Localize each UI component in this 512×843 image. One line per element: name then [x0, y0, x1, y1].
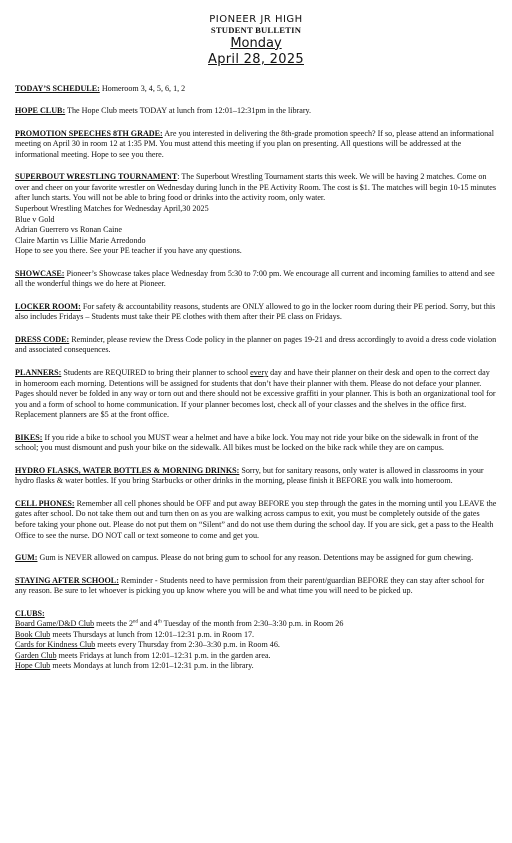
gum-heading: GUM:: [15, 553, 38, 563]
bulletin-header: [15, 15, 497, 66]
club-name: Garden Club: [15, 650, 57, 660]
wrestling-matches-title: Superbout Wrestling Matches for Wednesday April,30 2025: [15, 203, 209, 213]
wrestling-heading: SUPERBOUT WRESTLING TOURNAMENT: [15, 172, 178, 182]
hydro-heading: HYDRO FLASKS, WATER BOTTLES & MORNING DRINKS:: [15, 465, 240, 475]
hope-club-section: [15, 106, 497, 117]
dress-code-text: Reminder, please review the Dress Code policy in the planner on pages 19-21 and dress accordingly to avoid a dress code violation and associated consequences.: [15, 334, 497, 355]
bikes-text: If you ride a bike to school you MUST wear a helmet and have a bike lock. You may not ride your bike on the sidewalk in front of the school; you must dismount and push your bike on the sidewalk. All bikes must be locked on the bike rack while they are on campus.: [15, 432, 479, 453]
promotion-heading: PROMOTION SPEECHES 8TH GRADE:: [15, 128, 163, 138]
clubs-section: [15, 609, 497, 672]
club-name: Board Game/D&D Club: [15, 619, 95, 629]
hydro-section: [15, 466, 497, 487]
bulletin-title: STUDENT BULLETIN: [210, 25, 302, 35]
wrestling-match-1: Adrian Guerrero vs Ronan Caine: [15, 225, 122, 235]
locker-room-section: [15, 302, 497, 323]
cell-phones-heading: CELL PHONES:: [15, 498, 75, 508]
gum-section: [15, 553, 497, 564]
club-text: Tuesday of the month from 2:30–3:30 p.m. in Room 26: [161, 619, 344, 629]
club-item-cards-for-kindness: [15, 640, 497, 651]
hope-club-text: The Hope Club meets TODAY at lunch from 12:01–12:31pm in the library.: [65, 106, 312, 116]
hydro-text: Sorry, but for sanitary reasons, only water is allowed in classrooms in your hydro flasks & water bottles. If you bring Starbucks or other drinks in the morning, please finish it BEFORE you walk into homeroom.: [15, 465, 484, 486]
showcase-text: Pioneer’s Showcase takes place Wednesday from 5:30 to 7:00 pm. We encourage all current and incoming families to attend and see all the wonderful things we do here at Pioneer.: [15, 268, 495, 289]
ordinal-suffix: th: [157, 619, 162, 625]
locker-room-heading: LOCKER ROOM:: [15, 301, 81, 311]
bikes-heading: BIKES:: [15, 432, 43, 442]
club-item-board-game: [15, 619, 497, 630]
club-name: Book Club: [15, 629, 51, 639]
school-name: PIONEER JR HIGH: [209, 14, 303, 25]
planners-emphasis: every: [250, 367, 269, 377]
dress-code-heading: DRESS CODE:: [15, 334, 70, 344]
showcase-heading: SHOWCASE:: [15, 268, 65, 278]
showcase-section: [15, 269, 497, 290]
staying-after-heading: STAYING AFTER SCHOOL:: [15, 575, 119, 585]
schedule-text: Homeroom 3, 4, 5, 6, 1, 2: [99, 83, 186, 93]
club-item-hope: [15, 661, 497, 672]
schedule-heading: TODAY’S SCHEDULE:: [15, 83, 100, 93]
club-name: Cards for Kindness Club: [15, 640, 96, 650]
wrestling-match-2: Claire Martin vs Lillie Marie Arredondo: [15, 235, 146, 245]
schedule-section: [15, 84, 497, 95]
wrestling-match-teams: Blue v Gold: [15, 214, 55, 224]
staying-after-section: [15, 576, 497, 597]
cell-phones-text: Remember all cell phones should be OFF and put away BEFORE you step through the gates in the morning until you LEAVE the gates after school. Do not take them out and turn then on as you are walking across campus to exit, you must be completely outside of the gates before taking your phone out. Please do not put them on “Silent” and do not use them during the school day. If you are sick, get a pass to the Health Office to see the nurse. DO NOT call or text someone to come and get you.: [15, 498, 497, 540]
club-text: meets Fridays at lunch from 12:01–12:31 p.m. in the garden area.: [56, 650, 271, 660]
club-text: meets every Thursday from 2:30–3:30 p.m. in Room 46.: [95, 640, 280, 650]
wrestling-closing: Hope to see you there. See your PE teacher if you have any questions.: [15, 246, 242, 256]
clubs-heading: CLUBS:: [15, 608, 45, 618]
promotion-text: Are you interested in delivering the 8th-grade promotion speech? If so, please attend an informational meeting on April 30 in room 12 at 1:35 PM. You must attend this meeting if you plan on presenting. All questions will be addressed at the informational meeting. Hope to see you there.: [15, 128, 495, 159]
planners-heading: PLANNERS:: [15, 367, 62, 377]
planners-text-b: day and have their planner on their desk and open to the correct day in homeroom each morning. Detentions will be assigned for students that don’t have their planner with them. Please do not deface your planner. Pages should never be folded in any way or torn out and there should not be excessive graffiti in your planner. This is both an organizational tool for you and a form of school to home communication. If your planner becomes lost, check all of your classes and the shelves in the office first. Replacement planners are $5 at the front office.: [15, 367, 496, 420]
club-name: Hope Club: [15, 661, 51, 671]
cell-phones-section: [15, 499, 497, 541]
staying-after-text: Reminder - Students need to have permission from their parent/guardian BEFORE they can stay after school for any reason. Be sure to let whoever is picking you up know where you will be and what time you will need to be picked up.: [15, 575, 485, 596]
club-text: meets Mondays at lunch from 12:01–12:31 p.m. in the library.: [50, 661, 254, 671]
bikes-section: [15, 433, 497, 454]
hope-club-heading: HOPE CLUB:: [15, 106, 66, 116]
club-text: meets the 2: [94, 619, 134, 629]
dress-code-section: [15, 335, 497, 356]
planners-section: [15, 368, 497, 421]
club-item-book: [15, 630, 497, 641]
ordinal-suffix: nd: [133, 619, 139, 625]
club-text: meets Thursdays at lunch from 12:01–12:31 p.m. in Room 17.: [50, 629, 255, 639]
club-text: and 4: [138, 619, 158, 629]
promotion-section: [15, 129, 497, 161]
locker-room-text: For safety & accountability reasons, students are ONLY allowed to go in the locker room during their PE period. Sorry, but this also includes Fridays – Students must take their PE clothes with them after their PE class on Fridays.: [15, 301, 496, 322]
club-item-garden: [15, 651, 497, 662]
gum-text: Gum is NEVER allowed on campus. Please do not bring gum to school for any reason. Detentions may be assigned for gum chewing.: [37, 553, 474, 563]
wrestling-text: : The Superbout Wrestling Tournament starts this week. We will be having 2 matches. Come on over and cheer on your favorite wrestler on Wednesday during lunch in the PE Activity Room. The cost is $1. The matches will begin 10-15 minutes after lunch starts. You will not be able to bring food or drinks into the activity room, only water.: [15, 172, 497, 203]
bulletin-date: April 28, 2025: [208, 51, 304, 67]
wrestling-section: [15, 172, 497, 256]
planners-text-a: Students are REQUIRED to bring their planner to school: [61, 367, 251, 377]
day-of-week: Monday: [230, 35, 282, 51]
